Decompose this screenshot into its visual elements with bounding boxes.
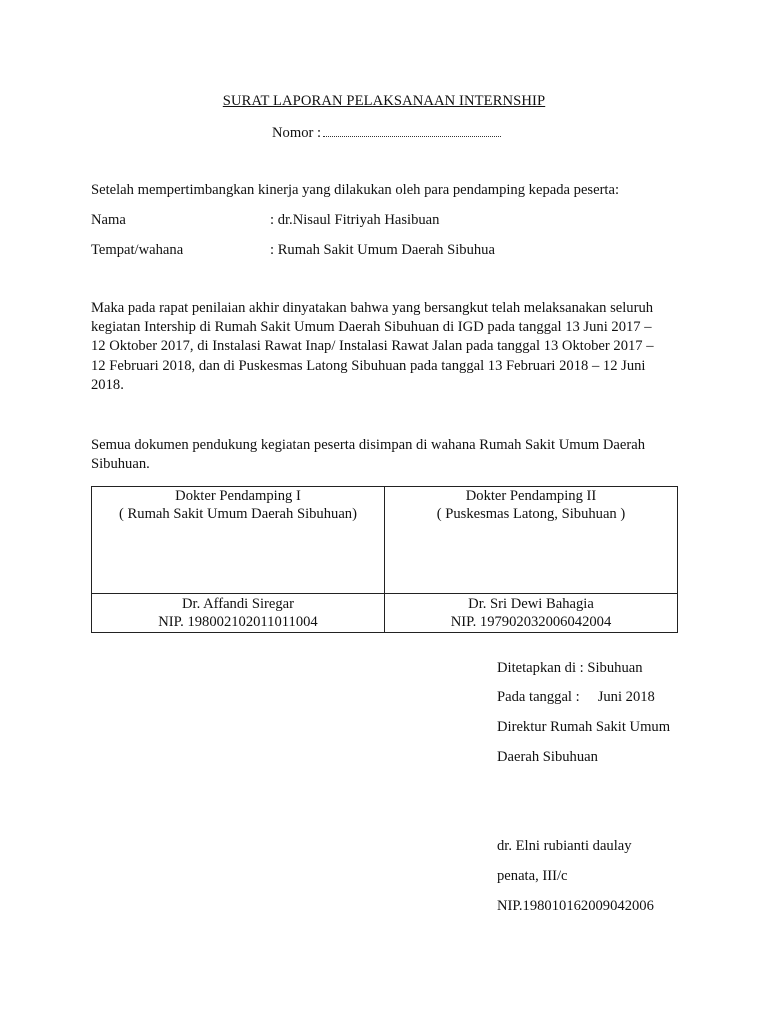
nomor-line xyxy=(272,124,501,142)
paragraph-line: 12 Oktober 2017, di Instalasi Rawat Inap/ Instalasi Rawat Jalan pada tanggal 13 Oktober 2017 – xyxy=(91,338,654,355)
nomor-label: Nomor : xyxy=(272,125,322,141)
pendamping-1-header-cell xyxy=(92,487,385,594)
tempat-label: Tempat/wahana xyxy=(91,242,184,258)
paragraph-line: Maka pada rapat penilaian akhir dinyatakan bahwa yang bersangkut telah melaksanakan seluruh xyxy=(91,300,654,316)
direktur-line-2: Daerah Sibuhuan xyxy=(497,749,598,765)
document-title: SURAT LAPORAN PELAKSANAAN INTERNSHIP xyxy=(222,93,546,109)
paragraph-line: 12 Februari 2018, dan di Puskesmas Latong Sibuhuan pada tanggal 13 Februari 2018 – 12 Juni xyxy=(91,357,646,374)
pendamping-1-nip: NIP. 198002102011011004 xyxy=(158,614,318,630)
tanggal-line xyxy=(497,689,655,706)
signer-rank: penata, III/c xyxy=(497,868,568,884)
nama-value: : dr.Nisaul Fitriyah Hasibuan xyxy=(270,212,440,228)
tempat-value: : Rumah Sakit Umum Daerah Sibuhua xyxy=(270,242,495,258)
paragraph-line: Semua dokumen pendukung kegiatan peserta disimpan di wahana Rumah Sakit Umum Daerah xyxy=(91,437,646,453)
nomor-dotted-blank xyxy=(323,124,501,137)
intro-text: Setelah mempertimbangkan kinerja yang dilakukan oleh para pendamping kepada peserta: xyxy=(91,182,620,198)
pendamping-2-name: Dr. Sri Dewi Bahagia xyxy=(468,596,594,612)
paragraph-pelaksanaan xyxy=(91,299,683,395)
pendamping-1-name-cell xyxy=(92,594,385,633)
pendamping-2-place: ( Puskesmas Latong, Sibuhuan ) xyxy=(436,506,626,522)
pendamping-2-name-cell xyxy=(385,594,678,633)
paragraph-line: Sibuhuan. xyxy=(91,456,150,473)
paragraph-dokumen xyxy=(91,436,683,474)
nama-label: Nama xyxy=(91,212,126,228)
pendamping-2-header-cell xyxy=(385,487,678,594)
paragraph-line: kegiatan Intership di Rumah Sakit Umum Daerah Sibuhuan di IGD pada tanggal 13 Juni 2017 – xyxy=(91,319,652,336)
pendamping-1-name: Dr. Affandi Siregar xyxy=(182,596,294,612)
direktur-line-1: Direktur Rumah Sakit Umum xyxy=(497,719,671,735)
pendamping-1-place: ( Rumah Sakit Umum Daerah Sibuhuan) xyxy=(119,506,357,522)
tanggal-value: Juni 2018 xyxy=(597,689,655,705)
paragraph-line: 2018. xyxy=(91,376,124,393)
pendamping-2-role: Dokter Pendamping II xyxy=(465,488,597,504)
signature-table xyxy=(91,486,678,633)
pendamping-2-nip: NIP. 197902032006042004 xyxy=(450,614,612,630)
ditetapkan-line: Ditetapkan di : Sibuhuan xyxy=(497,660,643,676)
pendamping-1-role: Dokter Pendamping I xyxy=(175,488,301,504)
tanggal-label: Pada tanggal : xyxy=(497,689,580,705)
signer-name: dr. Elni rubianti daulay xyxy=(497,838,632,854)
signer-nip: NIP.198010162009042006 xyxy=(497,898,654,914)
